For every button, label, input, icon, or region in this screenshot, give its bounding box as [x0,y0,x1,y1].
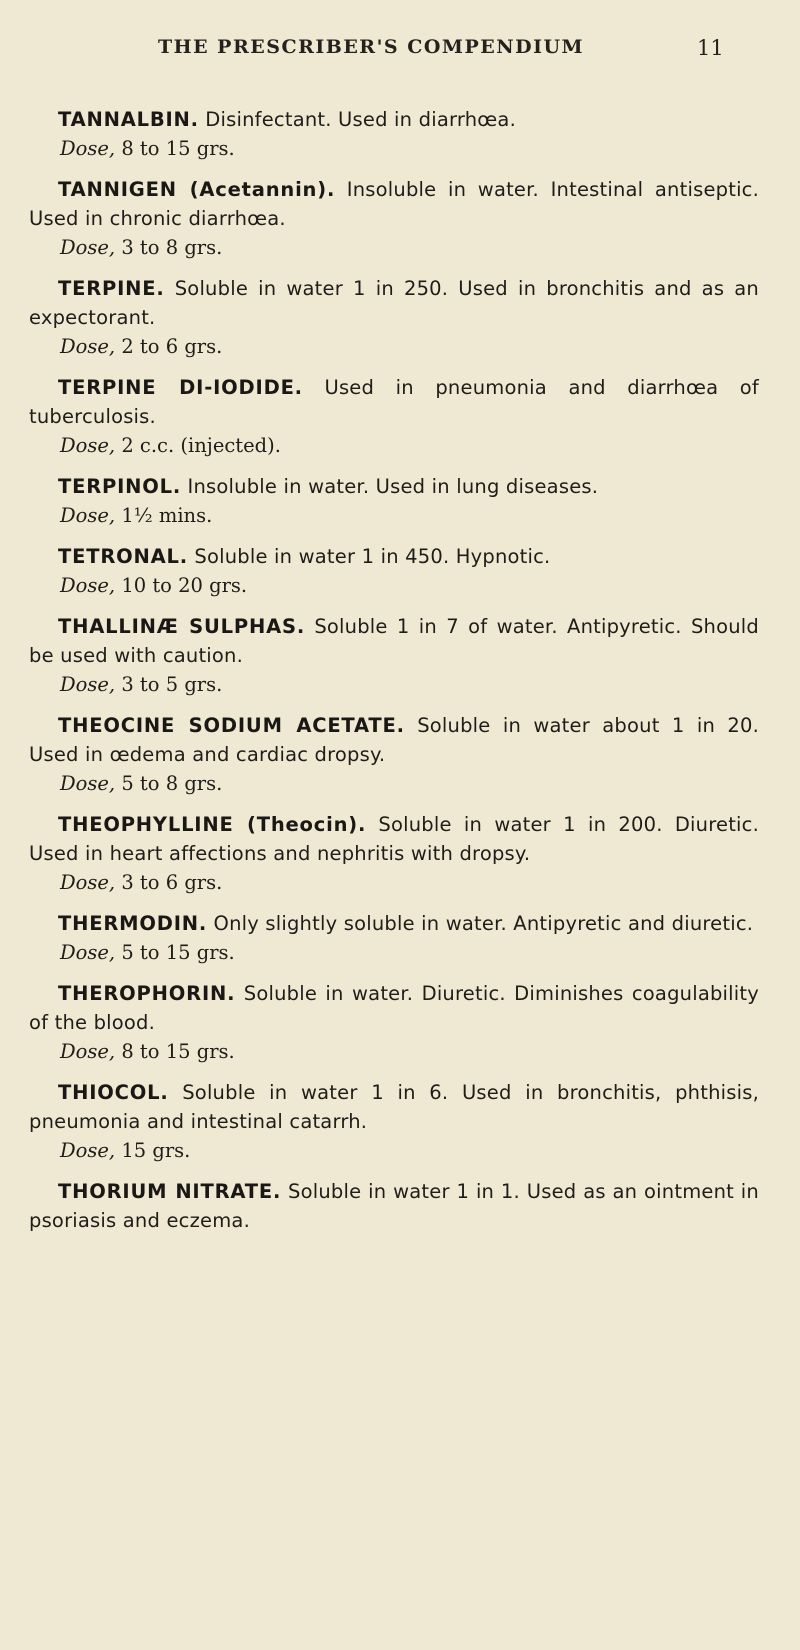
entry-description: Only slightly soluble in water. Antipyretic and diuretic. [213,912,754,935]
entry-name: THEROPHORIN. [58,982,236,1005]
dose-label: Dose, [60,871,116,894]
dose-value: 5 to 8 grs. [121,772,223,795]
dose-value: 2 to 6 grs. [121,335,223,358]
dose-label: Dose, [60,236,116,259]
entry-dose [29,670,759,699]
running-head [0,36,800,66]
entry-text [29,979,759,1037]
entry-description: Soluble in water 1 in 200. Diuretic. Used in heart affections and nephritis with dropsy. [29,813,759,865]
entry-dose [29,938,759,967]
entry-text [29,1177,759,1235]
dose-value: 15 grs. [121,1139,191,1162]
entry-description: Soluble in water 1 in 250. Used in bronchitis and as an expectorant. [29,277,759,329]
entry-name: TETRONAL. [58,545,188,568]
dose-value: 5 to 15 grs. [121,941,235,964]
page-number: 11 [697,36,724,60]
entry-dose [29,769,759,798]
entry-description: Soluble in water 1 in 1. Used as an ointment in psoriasis and eczema. [29,1180,759,1232]
entry-name: THEOCINE SODIUM ACETATE. [58,714,405,737]
entry-dose [29,332,759,361]
dose-label: Dose, [60,434,116,457]
entry-list [29,105,759,1247]
entry-name: TERPINE DI-IODIDE. [58,376,303,399]
entry-description: Soluble in water about 1 in 20. Used in œdema and cardiac dropsy. [29,714,759,766]
entry-text [29,1078,759,1136]
entry-name: THIOCOL. [58,1081,169,1104]
dose-value: 10 to 20 grs. [121,574,248,597]
dose-value: 3 to 5 grs. [121,673,223,696]
entry-name: TERPINOL. [58,475,182,498]
dose-label: Dose, [60,1040,116,1063]
entry-name: TANNALBIN. [58,108,199,131]
entry-text [29,175,759,233]
entry-text [29,542,759,571]
entry-terpine [29,274,759,361]
entry-thorium-nitrate [29,1177,759,1235]
dose-value: 3 to 6 grs. [121,871,223,894]
entry-name: THORIUM NITRATE. [58,1180,282,1203]
entry-description: Soluble in water. Diuretic. Diminishes coagulability of the blood. [29,982,759,1034]
dose-value: 8 to 15 grs. [121,1040,235,1063]
entry-dose [29,431,759,460]
entry-dose [29,1136,759,1165]
entry-dose [29,501,759,530]
entry-therophorin [29,979,759,1066]
dose-label: Dose, [60,137,116,160]
entry-thiocol [29,1078,759,1165]
running-title: THE PRESCRIBER'S COMPENDIUM [158,36,585,58]
dose-label: Dose, [60,335,116,358]
entry-terpinol [29,472,759,530]
entry-thallinae-sulphas [29,612,759,699]
entry-theophylline [29,810,759,897]
dose-label: Dose, [60,772,116,795]
entry-dose [29,1037,759,1066]
entry-description: Soluble 1 in 7 of water. Antipyretic. Should be used with caution. [29,615,759,667]
entry-name: THALLINÆ SULPHAS. [58,615,306,638]
entry-description: Insoluble in water. Used in lung diseases. [187,475,599,498]
entry-text [29,810,759,868]
dose-label: Dose, [60,504,116,527]
dose-value: 2 c.c. (injected). [121,434,281,457]
dose-value: 3 to 8 grs. [121,236,223,259]
entry-text [29,373,759,431]
entry-text [29,612,759,670]
entry-text [29,909,759,938]
entry-name: TANNIGEN (Acetannin). [58,178,336,201]
dose-label: Dose, [60,574,116,597]
entry-name: TERPINE. [58,277,165,300]
dose-label: Dose, [60,673,116,696]
entry-dose [29,134,759,163]
entry-tannigen [29,175,759,262]
dose-value: 1½ mins. [121,504,213,527]
dose-value: 8 to 15 grs. [121,137,235,160]
entry-description: Soluble in water 1 in 6. Used in bronchitis, phthisis, pneumonia and intestinal catarrh. [29,1081,759,1133]
dose-label: Dose, [60,1139,116,1162]
entry-theocine-sodium-acetate [29,711,759,798]
entry-text [29,274,759,332]
entry-name: THERMODIN. [58,912,208,935]
entry-text [29,711,759,769]
dose-label: Dose, [60,941,116,964]
entry-description: Disinfectant. Used in diarrhœa. [205,108,516,131]
entry-description: Insoluble in water. Intestinal antiseptic. Used in chronic diarrhœa. [29,178,759,230]
entry-text [29,472,759,501]
entry-dose [29,571,759,600]
entry-dose [29,868,759,897]
entry-dose [29,233,759,262]
entry-name: THEOPHYLLINE (Theocin). [58,813,367,836]
entry-description: Used in pneumonia and diarrhœa of tuberculosis. [29,376,759,428]
entry-tannalbin [29,105,759,163]
entry-thermodin [29,909,759,967]
entry-terpine-di-iodide [29,373,759,460]
entry-tetronal [29,542,759,600]
entry-text [29,105,759,134]
entry-description: Soluble in water 1 in 450. Hypnotic. [194,545,551,568]
